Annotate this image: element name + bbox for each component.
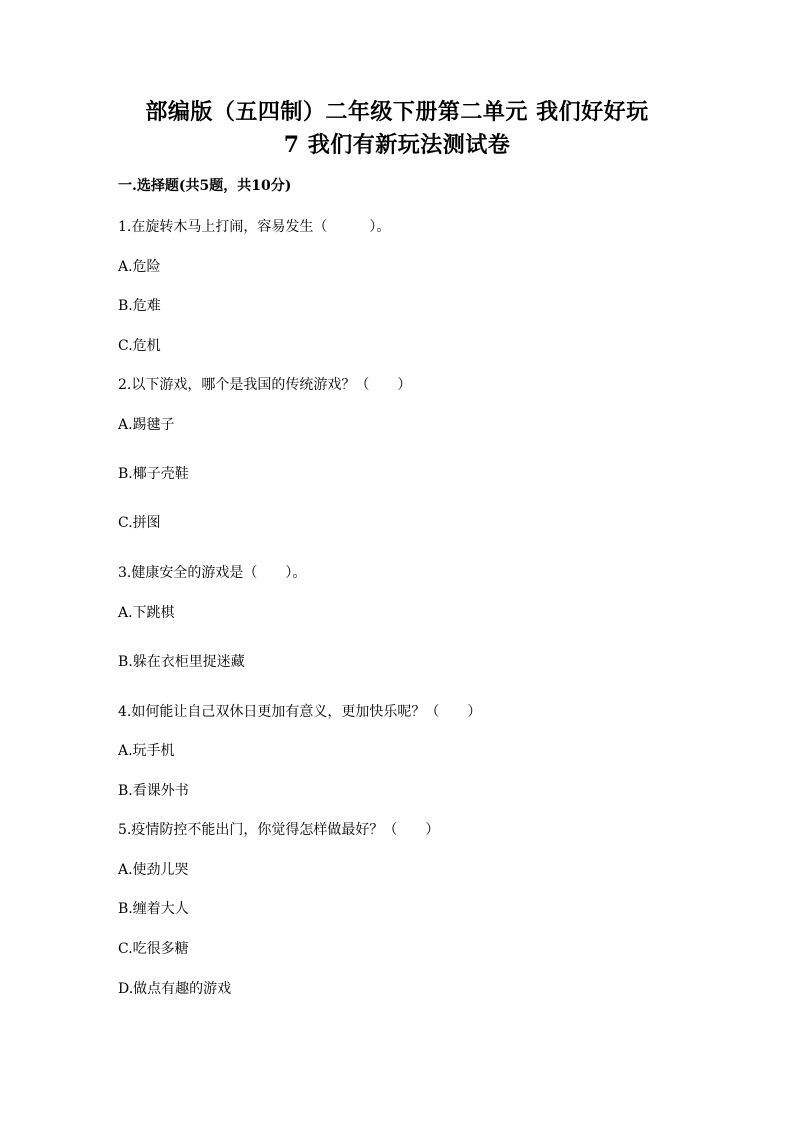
answer-option: A.危险	[118, 259, 161, 275]
exam-title-line-2: 7 我们有新玩法测试卷	[283, 132, 511, 158]
answer-option: B.危难	[118, 298, 161, 314]
answer-option: B.躲在衣柜里捉迷藏	[118, 654, 245, 670]
answer-option: B.看课外书	[118, 783, 189, 799]
question-stem: 5.疫情防控不能出门，你觉得怎样做最好？（ ）	[118, 822, 440, 838]
answer-option: C.危机	[118, 338, 161, 354]
answer-option: B.椰子壳鞋	[118, 466, 189, 482]
answer-option: A.玩手机	[118, 743, 175, 759]
answer-option: B.缠着大人	[118, 901, 189, 917]
answer-option: A.下跳棋	[118, 605, 175, 621]
answer-option: D.做点有趣的游戏	[118, 981, 232, 997]
answer-option: C.拼图	[118, 515, 161, 531]
exam-title-line-1: 部编版（五四制）二年级下册第二单元 我们好好玩	[145, 99, 649, 125]
section-heading: 一.选择题(共5题，共10分)	[118, 178, 292, 194]
question-stem: 4.如何能让自己双休日更加有意义，更加快乐呢？（ ）	[118, 704, 482, 720]
answer-option: A.使劲儿哭	[118, 862, 189, 878]
answer-option: A.踢毽子	[118, 417, 175, 433]
question-stem: 2.以下游戏，哪个是我国的传统游戏？（ ）	[118, 377, 412, 393]
question-stem: 1.在旋转木马上打闹，容易发生（ ）。	[118, 219, 391, 235]
answer-option: C.吃很多糖	[118, 941, 189, 957]
question-stem: 3.健康安全的游戏是（ ）。	[118, 565, 307, 581]
